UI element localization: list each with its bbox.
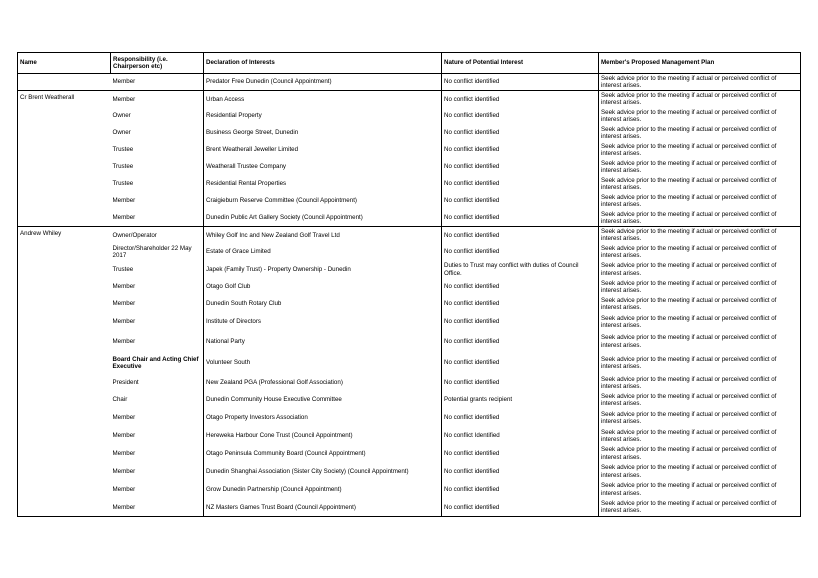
table-row (18, 261, 801, 279)
nature-cell: No conflict identified (442, 445, 599, 463)
management-plan-cell: Seek advice prior to the meeting if actual or perceived conflict of interest arises. (599, 108, 801, 125)
header-plan: Member's Proposed Management Plan (599, 53, 801, 74)
nature-cell: No conflict identified (442, 499, 599, 517)
header-name: Name (18, 53, 111, 74)
header-nature: Nature of Potential Interest (442, 53, 599, 74)
nature-cell: No conflict identified (442, 409, 599, 428)
management-plan-cell: Seek advice prior to the meeting if actual or perceived conflict of interest arises. (599, 176, 801, 193)
responsibility-cell: Member (112, 414, 136, 422)
declaration-cell: Craigieburn Reserve Committee (Council Appointment) (204, 193, 442, 210)
declaration-cell: Otago Peninsula Community Board (Council Appointment) (204, 445, 442, 463)
header-declaration: Declaration of Interests (204, 53, 442, 74)
responsibility-cell: Member (112, 485, 136, 493)
responsibility-cell: Member (112, 300, 136, 308)
declaration-cell: Brent Weatherall Jeweller Limited (204, 142, 442, 159)
management-plan-cell: Seek advice prior to the meeting if actual or perceived conflict of interest arises. (599, 296, 801, 313)
nature-cell: No conflict identified (442, 244, 599, 261)
declaration-cell: Business George Street, Dunedin (204, 125, 442, 142)
table-row (18, 392, 801, 409)
nature-cell: No conflict identified (442, 108, 599, 125)
declaration-of-interests-table (17, 52, 801, 517)
nature-cell: No conflict identified (442, 375, 599, 392)
table-row (18, 193, 801, 210)
table-row (18, 108, 801, 125)
nature-cell: No conflict identified (442, 313, 599, 332)
table-row (18, 227, 801, 244)
responsibility-cell: Member (112, 95, 136, 103)
management-plan-cell: Seek advice prior to the meeting if actual or perceived conflict of interest arises. (599, 375, 801, 392)
declaration-cell: Estate of Grace Limited (204, 244, 442, 261)
table-row (18, 463, 801, 481)
management-plan-cell: Seek advice prior to the meeting if actual or perceived conflict of interest arises. (599, 463, 801, 481)
table-row (18, 74, 801, 91)
management-plan-cell: Seek advice prior to the meeting if actual or perceived conflict of interest arises. (599, 74, 801, 91)
management-plan-cell: Seek advice prior to the meeting if actual or perceived conflict of interest arises. (599, 159, 801, 176)
responsibility-cell: Member (112, 432, 136, 440)
table-row (18, 125, 801, 142)
management-plan-cell: Seek advice prior to the meeting if actual or perceived conflict of interest arises. (599, 409, 801, 428)
table-row (18, 409, 801, 428)
declaration-cell: Dunedin Public Art Gallery Society (Council Appointment) (204, 210, 442, 227)
nature-cell: No conflict identified (442, 352, 599, 375)
table-row (18, 210, 801, 227)
table-row (18, 176, 801, 193)
table-row (18, 279, 801, 296)
management-plan-cell: Seek advice prior to the meeting if actual or perceived conflict of interest arises. (599, 332, 801, 352)
nature-cell: No conflict identified (442, 296, 599, 313)
table-row (18, 332, 801, 352)
nature-cell: Duties to Trust may conflict with duties of Council Office. (442, 261, 599, 279)
table-row (18, 445, 801, 463)
declaration-cell: Volunteer South (204, 352, 442, 375)
nature-cell: No conflict Identified (442, 428, 599, 445)
declaration-cell: Weatherall Trustee Company (204, 159, 442, 176)
declaration-cell: Dunedin Shanghai Association (Sister City Society) (Council Appointment) (204, 463, 442, 481)
table-row (18, 159, 801, 176)
table-row (18, 313, 801, 332)
declaration-cell: Hereweka Harbour Cone Trust (Council Appointment) (204, 428, 442, 445)
nature-cell: No conflict identified (442, 125, 599, 142)
responsibility-cell: Owner (112, 129, 131, 137)
responsibility-cell: Trustee (112, 180, 134, 188)
nature-cell: No conflict identified (442, 159, 599, 176)
nature-cell: No conflict identified (442, 91, 599, 108)
declaration-cell: Japek (Family Trust) - Property Ownership - Dunedin (204, 261, 442, 279)
responsibility-cell: Board Chair and Acting Chief Executive (112, 355, 199, 370)
header-responsibility: Responsibility (i.e. Chairperson etc) (111, 53, 204, 74)
management-plan-cell: Seek advice prior to the meeting if actual or perceived conflict of interest arises. (599, 313, 801, 332)
nature-cell: Potential grants recipient (442, 392, 599, 409)
declaration-cell: Otago Property Investors Association (204, 409, 442, 428)
responsibility-cell: Trustee (112, 265, 134, 273)
table-row (18, 375, 801, 392)
nature-cell: No conflict identified (442, 279, 599, 296)
responsibility-cell: Member (111, 499, 204, 517)
nature-cell: No conflict identified (442, 74, 599, 91)
management-plan-cell: Seek advice prior to the meeting if actual or perceived conflict of interest arises. (599, 261, 801, 279)
management-plan-cell: Seek advice prior to the meeting if actual or perceived conflict of interest arises. (599, 142, 801, 159)
nature-cell: No conflict identified (442, 176, 599, 193)
member-name (18, 74, 111, 91)
management-plan-cell: Seek advice prior to the meeting if actual or perceived conflict of interest arises. (599, 392, 801, 409)
responsibility-cell: Member (112, 467, 136, 475)
responsibility-cell: Member (112, 197, 136, 205)
declaration-cell: Predator Free Dunedin (Council Appointment) (204, 74, 442, 91)
responsibility-cell: Trustee (112, 163, 134, 171)
management-plan-cell: Seek advice prior to the meeting if actual or perceived conflict of interest arises. (599, 227, 801, 244)
nature-cell: No conflict identified (442, 210, 599, 227)
management-plan-cell: Seek advice prior to the meeting if actual or perceived conflict of interest arises. (599, 210, 801, 227)
declaration-cell: Residential Rental Properties (204, 176, 442, 193)
responsibility-cell: Member (112, 318, 136, 326)
management-plan-cell: Seek advice prior to the meeting if actual or perceived conflict of interest arises. (599, 244, 801, 261)
nature-cell: No conflict identified (442, 227, 599, 244)
table-row (18, 296, 801, 313)
nature-cell: No conflict identified (442, 142, 599, 159)
responsibility-cell: Owner/Operator (112, 231, 157, 239)
table-row (18, 91, 801, 108)
declaration-cell: Urban Access (204, 91, 442, 108)
responsibility-cell: Member (112, 449, 136, 457)
member-name: Cr Brent Weatherall (18, 91, 111, 227)
management-plan-cell: Seek advice prior to the meeting if actual or perceived conflict of interest arises. (599, 445, 801, 463)
nature-cell: No conflict identified (442, 193, 599, 210)
responsibility-cell: President (112, 379, 139, 387)
declaration-cell: Dunedin Community House Executive Committee (204, 392, 442, 409)
table-header-row (18, 53, 801, 74)
table-body (18, 74, 801, 517)
responsibility-cell: Chair (112, 396, 128, 404)
declaration-cell: Institute of Directors (204, 313, 442, 332)
management-plan-cell: Seek advice prior to the meeting if actual or perceived conflict of interest arises. (599, 125, 801, 142)
responsibility-cell: Member (111, 74, 204, 91)
responsibility-cell: Owner (112, 112, 131, 120)
responsibility-cell: Member (112, 337, 136, 345)
table-row (18, 481, 801, 499)
management-plan-cell: Seek advice prior to the meeting if actual or perceived conflict of interest arises. (599, 193, 801, 210)
management-plan-cell: Seek advice prior to the meeting if actual or perceived conflict of interest arises. (599, 428, 801, 445)
management-plan-cell: Seek advice prior to the meeting if actual or perceived conflict of interest arises. (599, 91, 801, 108)
declaration-cell: National Party (204, 332, 442, 352)
responsibility-cell: Trustee (112, 146, 134, 154)
nature-cell: No conflict identified (442, 332, 599, 352)
responsibility-cell: Director/Shareholder 22 May 2017 (112, 244, 192, 259)
responsibility-cell: Member (111, 210, 204, 227)
nature-cell: No conflict identified (442, 481, 599, 499)
table-row (18, 499, 801, 517)
management-plan-cell: Seek advice prior to the meeting if actual or perceived conflict of interest arises. (599, 499, 801, 517)
nature-cell: No conflict identified (442, 463, 599, 481)
responsibility-cell: Member (112, 283, 136, 291)
management-plan-cell: Seek advice prior to the meeting if actual or perceived conflict of interest arises. (599, 481, 801, 499)
declaration-cell: Otago Golf Club (204, 279, 442, 296)
table-row (18, 142, 801, 159)
table-row (18, 244, 801, 261)
table-row (18, 428, 801, 445)
management-plan-cell: Seek advice prior to the meeting if actual or perceived conflict of interest arises. (599, 279, 801, 296)
declaration-cell: Residential Property (204, 108, 442, 125)
member-name: Andrew Whiley (18, 227, 111, 517)
management-plan-cell: Seek advice prior to the meeting if actual or perceived conflict of interest arises. (599, 352, 801, 375)
declaration-cell: New Zealand PGA (Professional Golf Association) (204, 375, 442, 392)
declaration-cell: Grow Dunedin Partnership (Council Appointment) (204, 481, 442, 499)
declaration-cell: NZ Masters Games Trust Board (Council Appointment) (204, 499, 442, 517)
declaration-cell: Whiley Golf Inc and New Zealand Golf Travel Ltd (204, 227, 442, 244)
declaration-cell: Dunedin South Rotary Club (204, 296, 442, 313)
table-row (18, 352, 801, 375)
